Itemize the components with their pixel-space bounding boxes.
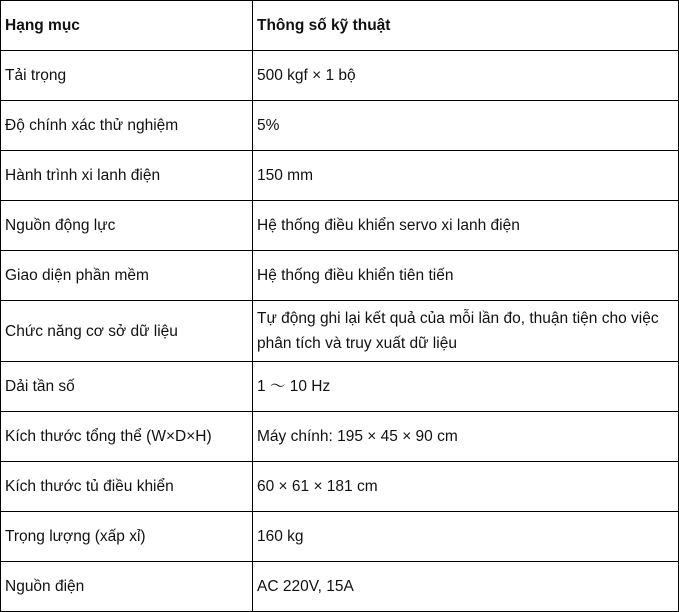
- table-header-row: [1, 1, 679, 51]
- table-row: [1, 101, 679, 151]
- table-row: [1, 51, 679, 101]
- cell-item: Tải trọng: [1, 51, 253, 101]
- cell-spec: 5%: [253, 101, 679, 151]
- cell-item: Nguồn điện: [1, 562, 253, 612]
- cell-item: Kích thước tổng thể (W×D×H): [1, 412, 253, 462]
- cell-spec: 1 ～ 10 Hz: [253, 362, 679, 412]
- cell-spec: 500 kgf × 1 bộ: [253, 51, 679, 101]
- cell-item: Kích thước tủ điều khiển: [1, 462, 253, 512]
- cell-spec: 150 mm: [253, 151, 679, 201]
- cell-item: Giao diện phần mềm: [1, 251, 253, 301]
- cell-item: Trọng lượng (xấp xỉ): [1, 512, 253, 562]
- cell-spec: AC 220V, 15A: [253, 562, 679, 612]
- cell-item: Độ chính xác thử nghiệm: [1, 101, 253, 151]
- cell-spec: Hệ thống điều khiển tiên tiến: [253, 251, 679, 301]
- cell-item: Dải tần số: [1, 362, 253, 412]
- table-row: [1, 412, 679, 462]
- table-row: [1, 251, 679, 301]
- table-row: [1, 462, 679, 512]
- cell-spec: Tự động ghi lại kết quả của mỗi lần đo, thuận tiện cho việc phân tích và truy xuất dữ liệu: [253, 301, 679, 362]
- table-row: [1, 301, 679, 362]
- cell-item: Nguồn động lực: [1, 201, 253, 251]
- cell-item: Hành trình xi lanh điện: [1, 151, 253, 201]
- table-row: [1, 362, 679, 412]
- cell-spec: Hệ thống điều khiển servo xi lanh điện: [253, 201, 679, 251]
- cell-spec: 60 × 61 × 181 cm: [253, 462, 679, 512]
- header-spec: Thông số kỹ thuật: [253, 1, 679, 51]
- cell-item: Chức năng cơ sở dữ liệu: [1, 301, 253, 362]
- table-row: [1, 201, 679, 251]
- table-row: [1, 512, 679, 562]
- cell-spec: 160 kg: [253, 512, 679, 562]
- table-row: [1, 562, 679, 612]
- table-row: [1, 151, 679, 201]
- cell-spec: Máy chính: 195 × 45 × 90 cm: [253, 412, 679, 462]
- header-item: Hạng mục: [1, 1, 253, 51]
